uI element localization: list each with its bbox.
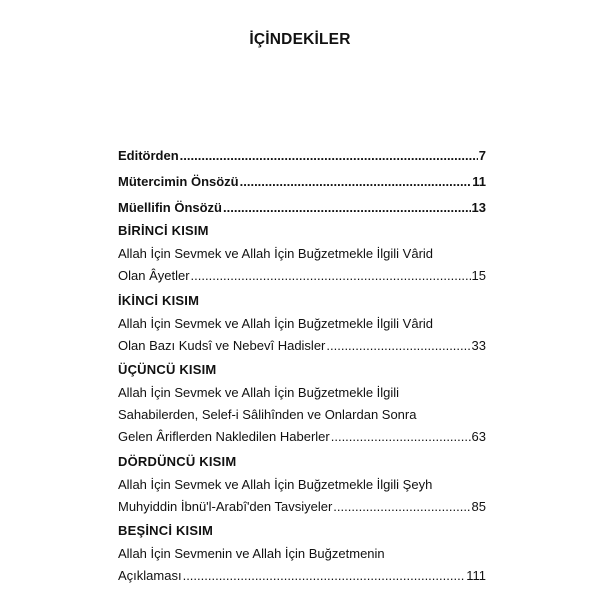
toc-entry-title: Muhyiddin İbnü'l-Arabî'den Tavsiyeler: [118, 499, 333, 514]
toc-entry-part-5[interactable]: [118, 565, 486, 587]
toc-entry-mutercimin-onsozu[interactable]: [118, 171, 486, 193]
toc-entry-title: Müellifin Önsözü: [118, 200, 222, 215]
toc-entry-page: 111: [466, 568, 486, 583]
toc-entry-editorden[interactable]: [118, 145, 486, 167]
toc-entry-page: 11: [472, 174, 486, 189]
part-heading-2: İKİNCİ KISIM: [118, 293, 200, 308]
toc-entry-page: 7: [478, 148, 486, 163]
toc-entry-page: 15: [471, 268, 486, 283]
toc-entry-title: Açıklaması: [118, 568, 182, 583]
dot-leader: [191, 265, 471, 287]
part-5-line-1: Allah İçin Sevmenin ve Allah İçin Buğzetmenin: [118, 546, 385, 561]
part-heading-5: BEŞİNCİ KISIM: [118, 523, 214, 538]
part-heading-1: BİRİNCİ KISIM: [118, 223, 209, 238]
part-3-line-2: Sahabilerden, Selef-i Sâlihînden ve Onlardan Sonra: [118, 407, 417, 422]
dot-leader: [326, 335, 470, 357]
part-3-line-1: Allah İçin Sevmek ve Allah İçin Buğzetmekle İlgili: [118, 385, 400, 400]
toc-entry-title: Olan Âyetler: [118, 268, 190, 283]
dot-leader: [331, 426, 471, 448]
toc-entry-part-3[interactable]: [118, 426, 486, 448]
toc-entry-title: Mütercimin Önsözü: [118, 174, 239, 189]
part-2-line-1: Allah İçin Sevmek ve Allah İçin Buğzetmekle İlgili Vârid: [118, 316, 434, 331]
dot-leader: [223, 197, 471, 219]
toc-entry-page: 63: [471, 429, 486, 444]
dot-leader: [333, 496, 470, 518]
toc-entry-part-4[interactable]: [118, 496, 486, 518]
toc-entry-part-2[interactable]: [118, 335, 486, 357]
toc-entry-part-1[interactable]: [118, 265, 486, 287]
toc-entry-title: Gelen Âriflerden Nakledilen Haberler: [118, 429, 330, 444]
toc-entry-title: Editörden: [118, 148, 179, 163]
dot-leader: [183, 565, 466, 587]
toc-entry-page: 85: [471, 499, 486, 514]
toc-entry-page: 13: [471, 200, 486, 215]
part-4-line-1: Allah İçin Sevmek ve Allah İçin Buğzetmekle İlgili Şeyh: [118, 477, 433, 492]
part-1-line-1: Allah İçin Sevmek ve Allah İçin Buğzetmekle İlgili Vârid: [118, 246, 434, 261]
toc-entry-title: Olan Bazı Kudsî ve Nebevî Hadisler: [118, 338, 326, 353]
dot-leader: [180, 145, 478, 167]
toc-entry-page: 33: [471, 338, 486, 353]
toc-entry-muellifin-onsozu[interactable]: [118, 197, 486, 219]
dot-leader: [240, 171, 472, 193]
page-title: İÇİNDEKİLER: [249, 31, 351, 48]
part-heading-4: DÖRDÜNCÜ KISIM: [118, 454, 237, 469]
part-heading-3: ÜÇÜNCÜ KISIM: [118, 362, 217, 377]
